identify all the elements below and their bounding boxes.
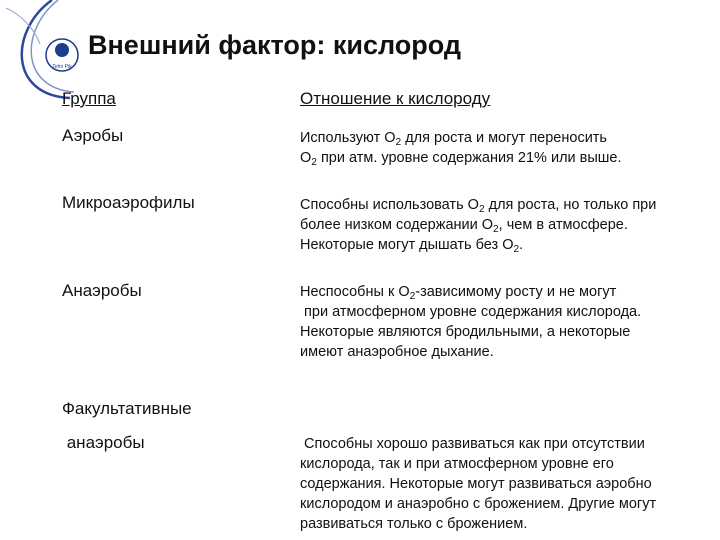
- text-segment: кислородом и анаэробно с брожением. Другие могут: [300, 496, 657, 512]
- subscript-2: 2: [311, 157, 317, 169]
- text-segment: более низком содержании О: [300, 217, 494, 233]
- text-segment: Некоторые могут дышать без О: [300, 237, 514, 253]
- row-anaerobes-group: Анаэробы: [62, 281, 142, 300]
- text-segment: при атмосферном уровне содержания кислорода.: [300, 304, 642, 320]
- description-line: [300, 514, 656, 534]
- row-anaerobes-desc: [300, 282, 641, 362]
- subscript-2: 2: [493, 224, 499, 236]
- description-line: [300, 434, 656, 454]
- text-segment: развиваться только с брожением.: [300, 516, 528, 532]
- description-line: [300, 474, 656, 494]
- row-facultative-group-line2: анаэробы: [62, 433, 145, 452]
- row-facultative-group-line1: Факультативные: [62, 399, 192, 418]
- description-line: [300, 215, 656, 235]
- row-aerobes-group: Аэробы: [62, 126, 124, 145]
- text-segment: Способны использовать О: [300, 197, 479, 213]
- corner-swirl-decoration: [0, 0, 140, 140]
- description-line: [300, 148, 622, 168]
- header-relation: Отношение к кислороду: [300, 89, 491, 108]
- description-line: [300, 454, 656, 474]
- row-microaerophiles-desc: [300, 195, 656, 255]
- slide-title: Внешний фактор: кислород: [88, 30, 462, 60]
- text-segment: для роста и могут переносить: [401, 130, 607, 146]
- text-segment: Используют О: [300, 130, 396, 146]
- text-segment: Способны хорошо развиваться как при отсутствии: [300, 436, 645, 452]
- text-segment: Неспособны к О: [300, 284, 410, 300]
- description-line: [300, 128, 622, 148]
- text-segment: О: [300, 150, 312, 166]
- subscript-2: 2: [409, 291, 416, 303]
- text-segment: при атм. уровне содержания 21% или выше.: [316, 150, 622, 166]
- description-line: [300, 195, 656, 215]
- text-segment: Некоторые являются бродильными, а некоторые: [300, 324, 631, 340]
- text-segment: кислорода, так и при атмосферном уровне его: [300, 456, 614, 472]
- subscript-2: 2: [513, 244, 520, 256]
- header-group: Группа: [62, 89, 116, 108]
- description-line: [300, 494, 656, 514]
- subscript-2: 2: [478, 204, 485, 216]
- row-facultative-desc: [300, 434, 656, 534]
- description-line: [300, 342, 641, 362]
- row-microaerophiles-group: Микроаэрофилы: [62, 193, 195, 212]
- text-segment: для роста, но только при: [484, 197, 657, 213]
- description-line: [300, 302, 641, 322]
- text-segment: .: [519, 237, 524, 253]
- row-aerobes-desc: [300, 128, 622, 168]
- description-line: [300, 235, 656, 255]
- text-segment: -зависимому росту и не могут: [415, 284, 617, 300]
- subscript-2: 2: [395, 137, 402, 149]
- text-segment: имеют анаэробное дыхание.: [300, 344, 494, 360]
- text-segment: , чем в атмосфере.: [498, 217, 628, 233]
- logo-text: Tehn Pik: [52, 64, 72, 70]
- description-line: [300, 322, 641, 342]
- description-line: [300, 282, 641, 302]
- text-segment: содержания. Некоторые могут развиваться аэробно: [300, 476, 652, 492]
